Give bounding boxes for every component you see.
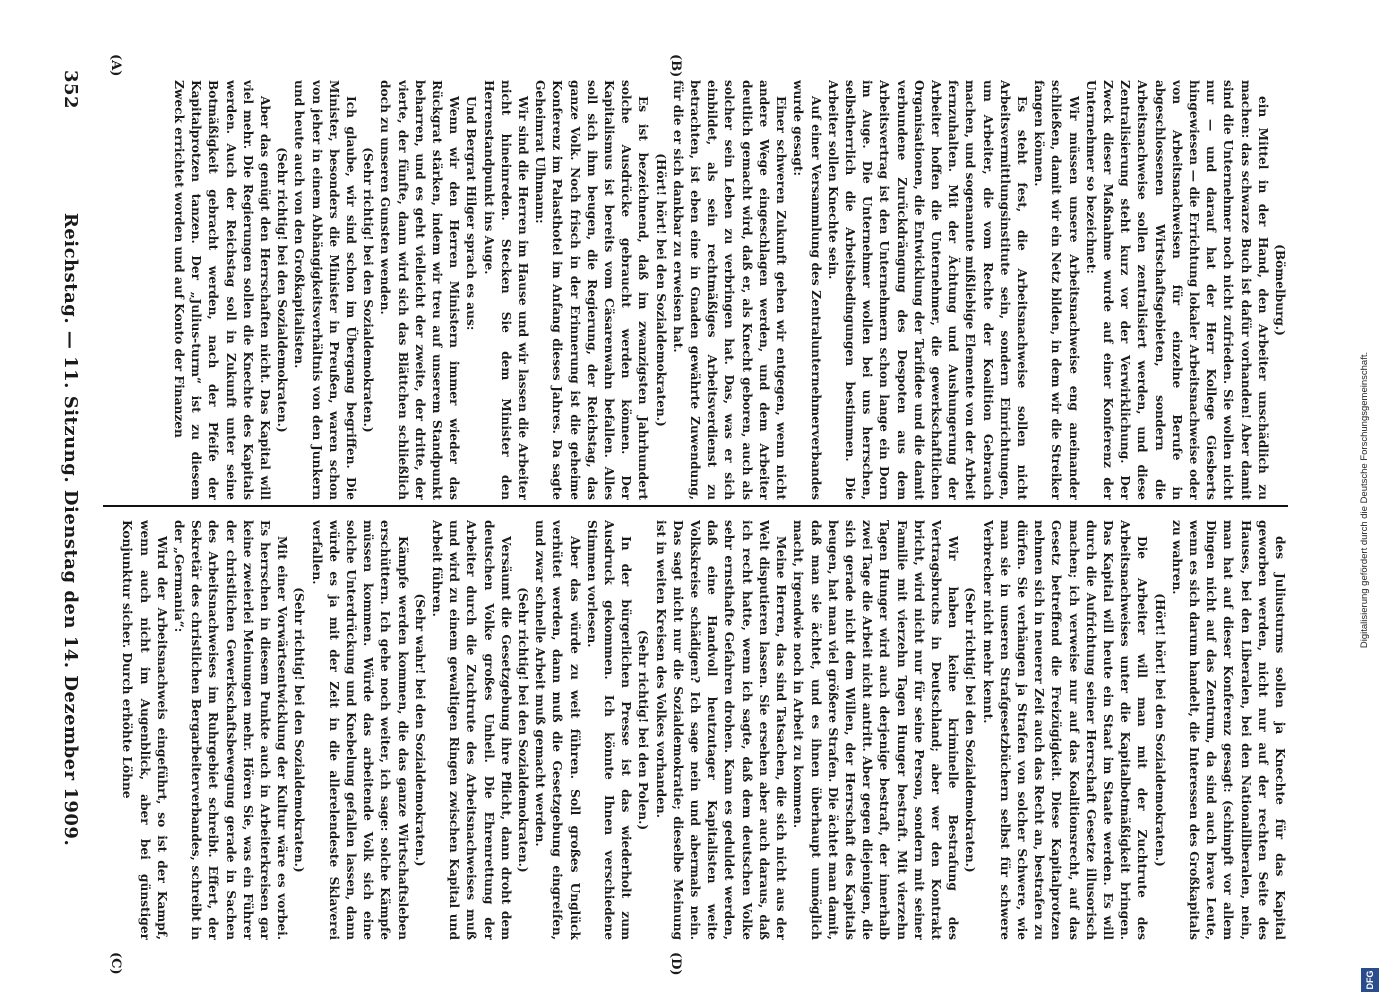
paragraph: Wird der Arbeitsnachweis eingeführt, so ist der Kampf, wenn auch nicht im Augenblick, aber bei günstiger Konjunktur sicher. Durch erhöhte Löhne xyxy=(120,520,169,940)
page-header xyxy=(57,70,85,950)
left-column xyxy=(108,80,1288,500)
paragraph: (Bömelburg.) xyxy=(1273,244,1287,336)
paragraph: (Sehr richtig! bei den Sozialdemokraten.) xyxy=(292,587,307,873)
paragraph: Einer schweren Zukunft gehen wir entgegen, wenn nicht andere Wege eingeschlagen werden, und dem Arbeiter deutlich gemacht wird, daß er, als Knecht geboren, auch als solcher sein Leben zu verbringen hat. Das, was er sich einbildet, als sein rechtmäßiges Arbeitsverdienst zu betrachten, ist eben eine in Gnaden gewährte Zuwendung, für die er sich dankbar zu erweisen hat. xyxy=(670,80,789,500)
margin-mark-a: (A) xyxy=(108,54,123,77)
paragraph: Die Arbeiter will man mit der Zuchtrute des Arbeitsnachweises unter die Kapitalbotmäßigkeit bringen. Das Kapital will heute ein Staat im Staate werden. Es will durch die Aufrichtung seiner Herrschaft Gesetze illusorisch machen; ich verweise nur auf das Koalitionsrecht, auf das Gesetz betreffend die Freizügigkeit. Diese Kapitalprotzen nehmen sich in neuerer Zeit auch das Recht an, bestrafen zu dürfen. Sie verhängen ja Strafen von solcher Schwere, wie man sie in unseren Strafgesetzbüchern selbst für schwere Verbrecher nicht mehr kennt. xyxy=(980,520,1150,940)
paragraph: (Sehr richtig! bei den Sozialdemokraten.) xyxy=(516,587,531,873)
paragraph: Meine Herren, das sind Tatsachen, die sich nicht aus der Welt disputieren lassen. Sie ersehen aber auch daraus, daß ich recht hatte, wenn ich sagte, daß dem deutschen Volke sehr ernsthafte Gefahren drohen. Kann es geduldet werden, daß eine Handvoll heutzutager Kapitalisten weite Volkskreise schädigen? Ich sage nein und abermals nein. Das sagt nicht nur die Sozialdemokratie; dieselbe Meinung ist in weiten Kreisen des Volkes vorhanden. xyxy=(653,520,789,940)
paragraph: ein Mittel in der Hand, den Arbeiter unschädlich zu machen: das schwarze Buch ist dafür vorhanden! Aber damit sind die Unternehmer noch nicht zufrieden. Sie wollen nicht nur — und darauf hat der Herr Kollege Giesberts hingewiesen — die Errichtung lokaler Arbeitsnachweise oder von Arbeitsnachweisen für einzelne Berufe in abgeschlossenen Wirtschaftsgebieten, sondern die Arbeitsnachweise sollen zentralisiert werden, und diese Zentralisierung steht kurz vor der Verwirklichung. Der Zweck dieser Maßnahme wurde auf einer Konferenz der Unternehmer so bezeichnet: xyxy=(1083,80,1270,500)
paragraph: Mit einer Vorwärtsentwicklung der Kultur wäre es vorbei. Es herrschen in diesem Punkte auch in Arbeiterkreisen gar keine zweierlei Meinungen mehr. Hören Sie, was ein Führer der christlichen Gewerkschaftsbewegung gerade in Sachen des Arbeitsnachweises im Ruhrgebiet schreibt. Effert, der Sekretär des christlichen Bergarbeiterverbandes, schreibt in der „Germania“: xyxy=(172,520,290,940)
paragraph: Kämpfe werden kommen, die das ganze Wirtschaftsleben erschüttern. Ich gehe noch weiter, ich sage: solche Kämpfe müssen kommen. Würde das arbeitende Volk sich eine solche Unterdrückung und Knebelung gefallen lassen, dann würde es ja mit der Zeit in die allerelendeste Sklaverei verfallen. xyxy=(309,520,410,940)
page-number: 352 xyxy=(60,70,82,110)
paragraph: (Sehr richtig! bei den Polen.) xyxy=(636,629,651,831)
paragraph: Es steht fest, die Arbeitsnachweise sollen nicht Arbeitsvermittlungsinstitute sein, sondern Einrichtungen, um Arbeiter, die vom Rechte der Koalition Gebrauch machen, und sogenannte mißliebige Elemente von der Arbeit fernzuhalten. Mit der Ächtung und Aushungerung der Arbeiter hoffen die Unternehmer, die gewerkschaftlichen Organisationen, die Entwicklung der Tarifidee und die damit verbundene Zurückdrängung des Despoten aus dem Arbeitsvertrag ist den Unternehmern schon lange ein Dorn im Auge. Die Unternehmer wollen bei uns herrschen, selbstherrlich die Arbeitsbedingungen bestimmen. Die Arbeiter sollen Knechte sein. xyxy=(825,80,1029,500)
page-title: Reichstag. — 11. Sitzung. Dienstag den 14. Dezember 1909. xyxy=(60,212,82,847)
paragraph: Und Bergrat Hilger sprach es aus: xyxy=(464,96,479,331)
paragraph: (Hört! hört! bei den Sozialdemokraten.) xyxy=(653,153,668,427)
paragraph: (Sehr richtig! bei den Sozialdemokraten.) xyxy=(361,147,376,433)
paragraph: Aber das genügt den Herrschaften nicht. Das Kapital will viel mehr. Die Regierungen sollen die Knechte des Kapitals werden. Auch der Reichstag soll in Zukunft unter seine Botmäßigkeit gebracht werden, nach der Pfeife der Kapitalprotzen tanzen. Der „Julius-turm“ ist zu diesem Zweck errichtet worden und auf Konto der Finanzen xyxy=(172,80,273,500)
paragraph: (Sehr richtig! bei den Sozialdemokraten.) xyxy=(963,587,978,873)
paragraph: (Hört! hört! bei den Sozialdemokraten.) xyxy=(1152,593,1167,867)
paragraph: Aber das würde zu weit führen. Soll großes Unglück verhütet werden, dann muß die Gesetzgebung eingreifen, und zwar schnelle Arbeit muß gemacht werden. xyxy=(533,520,582,940)
right-column xyxy=(108,520,1288,940)
paragraph: Wir haben keine kriminelle Bestrafung des Vertragsbruchs in Deutschland; aber wer den Kontrakt bricht, wird nicht nur für seine Person, sondern mit seiner Familie mit vierzehn Tagen Hunger bestraft. Mit vierzehn Tagen Hunger wird auch derjenige bestraft, der innerhalb zwei Tage die Arbeit nicht antritt. Aber gegen diejenigen, die sich gerade nicht dem Willen, der Herrschaft des Kapitals beugen, hat man viel größere Strafen. Die ächtet man damit, daß man sie ächtet, und es ihnen überhaupt unmöglich macht, irgendwie noch in Arbeit zu kommen. xyxy=(791,520,961,940)
paragraph: des Juliusturms sollen ja Knechte für das Kapital geworben werden, nicht nur auf der rechten Seite des Hauses, bei den Liberalen, bei den Nationalliberalen, nein, man hat auf dieser Konferenz gesagt: (schimpft vor allem Dingen nicht auf das Zentrum, da sind auch brave Leute, wenn es sich darum handelt, die Interessen des Großkapitals zu wahren. xyxy=(1169,520,1287,940)
margin-mark-d: (D) xyxy=(668,952,683,976)
margin-mark-b: (B) xyxy=(668,54,683,78)
paragraph: Versäumt die Gesetzgebung ihre Pflicht, dann droht dem deutschen Volke großes Unheil. Die Ehrenrettung der Arbeiter durch die Zuchtrute des Arbeitsnachweises muß und wird zu einem gewaltigen Ringen zwischen Kapital und Arbeit führen. xyxy=(430,520,513,940)
paragraph: Ich glaube, wir sind schon im Übergang begriffen. Die Minister, besonders die Minister in Preußen, waren schon von jeher in einem Abhängigkeitsverhältnis von den Junkern und heute auch von den Großkapitalisten. xyxy=(292,80,359,500)
paragraph: Es ist bezeichnend, daß im zwanzigsten Jahrhundert solche Ausdrücke gebraucht werden können. Der Kapitalismus ist bereits vom Cäsarenwahn befallen. Alles soll sich ihm beugen, die Regierung, der Reichstag, das ganze Volk. Noch frisch in der Erinnerung ist die geheime Konferenz im Palasthotel im Anfang dieses Jahres. Da sagte Geheimrat Ulhmann: xyxy=(533,80,651,500)
paragraph: Auf einer Versammlung des Zentralunternehmerverbandes wurde gesagt: xyxy=(791,80,823,500)
paragraph: (Sehr richtig! bei den Sozialdemokraten.) xyxy=(275,147,290,433)
paragraph: Wenn wir den Herren Ministern immer wieder das Rückgrat stärken, indem wir treu auf unserem Standpunkt beharren, und es geht vielleicht der zweite, der dritte, der vierte, der fünfte, dann wird sich das Blättchen schließlich doch zu unseren Gunsten wenden. xyxy=(378,80,462,500)
margin-mark-c: (C) xyxy=(108,952,123,975)
paragraph: Wir sind die Herren im Hause und wir lassen die Arbeiter nicht hineinreden. Stecken Sie dem Minister den Herrenstandpunkt ins Auge. xyxy=(481,80,531,500)
paragraph: In der bürgerlichen Presse ist das wiederholt zum Ausdruck gekommen. Ich könnte Ihnen verschiedene Stimmen vorlesen. xyxy=(584,520,634,940)
dfg-logo: DFG xyxy=(1361,968,1379,992)
paragraph: Wir müssen unsere Arbeitsnachweise eng aneinander schließen, damit wir ein Netz bilden, in dem wir die Streiker fangen können. xyxy=(1032,80,1081,500)
paragraph: (Sehr wahr! bei den Sozialdemokraten.) xyxy=(412,593,427,867)
digitization-credit: Digitalisierung gefördert durch die Deutsche Forschungsgemeinschaft. xyxy=(1359,351,1370,649)
column-divider xyxy=(103,505,1288,507)
